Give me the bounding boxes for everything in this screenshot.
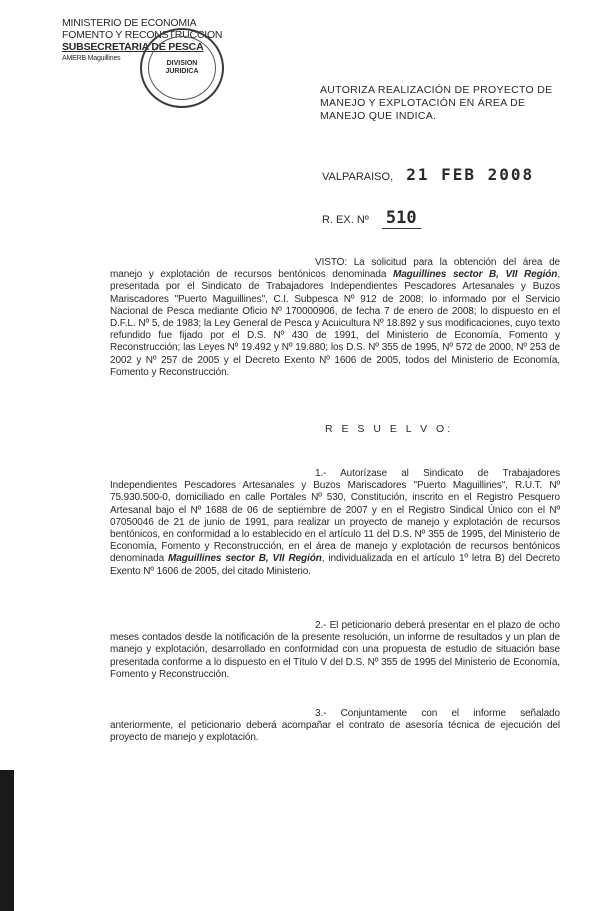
stamp-line-1: DIVISION [166,60,198,67]
visto-text: La solicitud para la obtención del área de manejo y explotación de recursos bentónicos denominada [110,257,560,281]
resolution-subject: AUTORIZA REALIZACIÓN DE PROYECTO DE MANEJO Y EXPLOTACIÓN EN ÁREA DE MANEJO QUE INDICA. [320,84,553,122]
stamp-line-2: JURIDICA [165,68,199,75]
visto-area: Maguillines sector B, VII Región [392,269,558,281]
city: VALPARAISO, [322,171,394,183]
article-1 [110,468,560,578]
resuelvo-heading: R E S U E L V O: [325,423,454,435]
ministry-name-cont: FOMENTO Y RECONSTRUCCION [62,29,223,41]
department-ref: AMERB Maguillines [62,55,121,62]
official-stamp [140,28,224,108]
article-1-tail: , individualizada en el artículo 1º letra B) del Decreto Exento Nº 1606 de 2005, del citado Ministerio. [110,553,560,577]
article-3: 3.- Conjuntamente con el informe señalado anteriormente, el peticionario deberá acompañar el contrato de asesoría técnica de ejecución del proyecto de manejo y explotación. [110,708,560,744]
resolution-number [322,208,421,228]
ministry-name: MINISTERIO DE ECONOMIA [62,17,197,29]
scan-edge-shadow [0,770,14,911]
stamp-text [142,60,222,76]
visto-text-2: , presentada por el Sindicato de Trabajadores Independientes Pescadores Artesanales y Buzos Mariscadores "Puerto Maguillines", C.I. Subpesca Nº 912 de 2008; lo informado por el Servicio Nacional de Pesca mediante Oficio Nº 170000906, de fecha 7 de enero de 2008; lo dispuesto en el D.F.L. Nº 5, de 1983; la Ley General de Pesca y Acuicultura Nº 18.892 y sus modificaciones, cuyo texto refundido fue fijado por el D.S. Nº 430 de 1991, del Ministerio de Economía, Fomento y Reconstrucción; las Leyes Nº 19.492 y Nº 19.880; los D.S. Nº 355 de 1995, Nº 572 de 2000, Nº 253 de 2002 y Nº 257 de 2005 y el Decreto Exento Nº 1606 de 2005, todos del Ministerio de Economía, Fomento y Reconstrucción. [110,269,561,378]
dateline [322,165,534,184]
date-stamp: 21 FEB 2008 [406,165,535,184]
visto-paragraph [110,257,560,379]
resolution-label: R. EX. Nº [322,214,369,226]
article-1-text: 1.- Autorízase al Sindicato de Trabajadores Independientes Pescadores Artesanales y Buzos Mariscadores "Puerto Maguillines", R.U.T. Nº 75.930.500-0, domiciliado en calle Portales Nº 530, Constitución, inscrito en el Registro Pesquero Artesanal bajo el Nº 1688 de 06 de septiembre de 2007 y en el Registro Sindical Único con el Nº 07050046 de 21 de junio de 1991, para realizar un proyecto de manejo y explotación de recursos bentónicos, en conformidad a lo establecido en el artículo 11 del D.S. Nº 355 de 1995, del Ministerio de Economía, Fomento y Reconstrucción, en el área de manejo y explotación de recursos bentónicos denominada [110,468,560,565]
resolution-number-value: 510 [382,208,421,229]
visto-lead: VISTO: [315,257,348,268]
article-2: 2.- El peticionario deberá presentar en el plazo de ocho meses contados desde la notificación de la presente resolución, un informe de resultados y un plan de manejo y explotación, desarrollado en conformidad con una propuesta de estudio de situación base presentada conforme a lo dispuesto en el Título V del D.S. Nº 355 de 1995 del Ministerio de Economía, Fomento y Reconstrucción. [110,620,560,680]
subsecretaria-name: SUBSECRETARIA DE PESCA [62,41,204,53]
article-1-area: Maguillines sector B, VII Región [168,553,322,565]
